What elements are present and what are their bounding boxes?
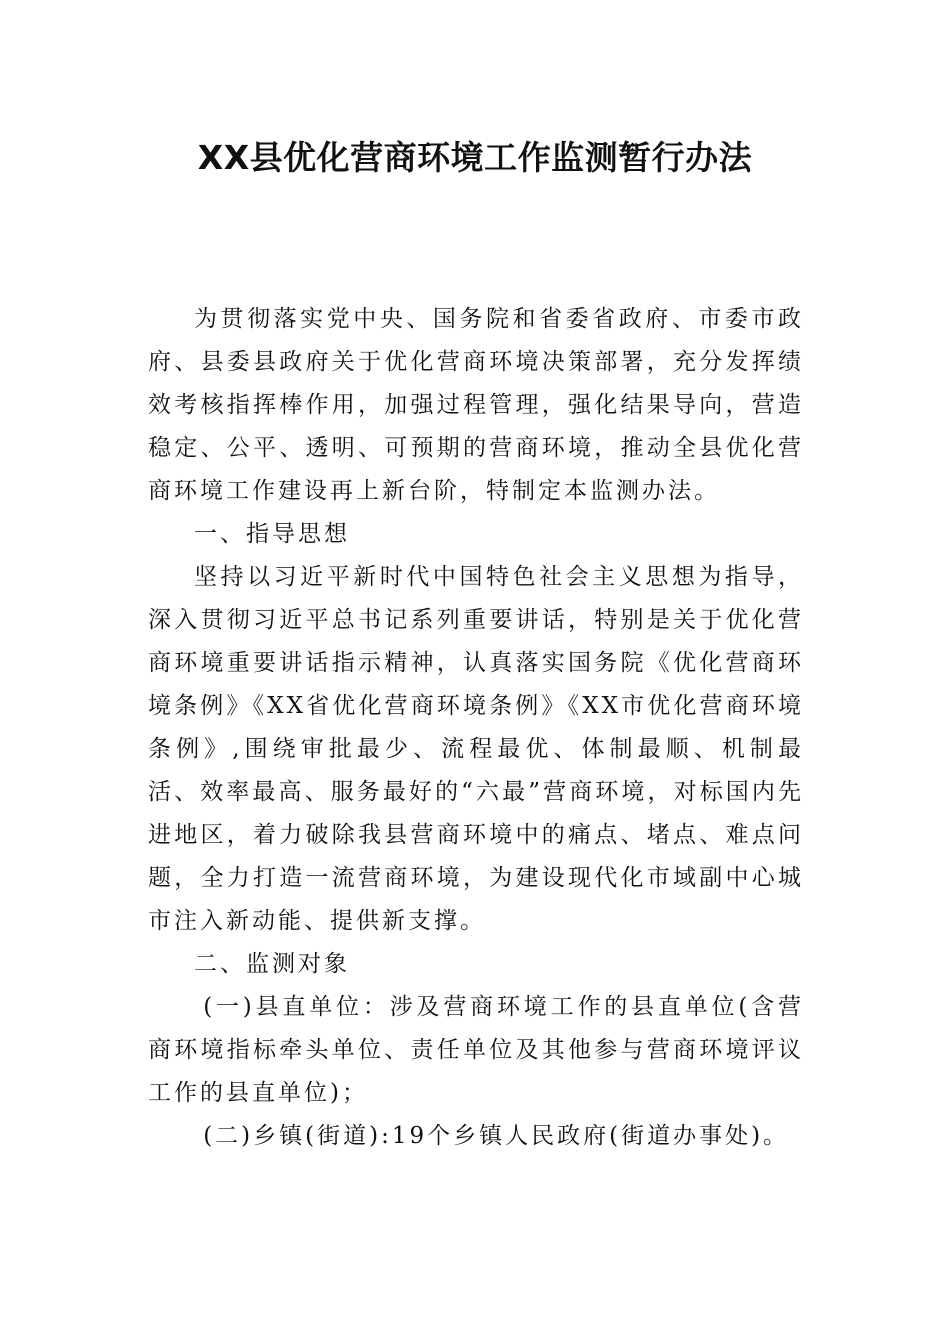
document-title: XX县优化营商环境工作监测暂行办法 [197,138,753,177]
section-heading-monitoring-targets: 二、监测对象 [194,951,350,977]
monitoring-target-item-townships: (二)乡镇(街道):19个乡镇人民政府(街道办事处)。 [203,1123,790,1149]
monitoring-target-item-county-units: (一)县直单位：涉及营商环境工作的县直单位(含营商环境指标牵头单位、责任单位及其他参与营商环境评议工作的县直单位)； [148,994,804,1106]
document-body [148,298,804,1158]
intro-paragraph: 为贯彻落实党中央、国务院和省委省政府、市委市政府、县委县政府关于优化营商环境决策部署，充分发挥绩效考核指挥棒作用，加强过程管理，强化结果导向，营造稳定、公平、透明、可预期的营商环境，推动全县优化营商环境工作建设再上新台阶，特制定本监测办法。 [148,306,804,504]
guiding-ideology-paragraph: 坚持以习近平新时代中国特色社会主义思想为指导，深入贯彻习近平总书记系列重要讲话，特别是关于优化营商环境重要讲话指示精神，认真落实国务院《优化营商环境条例》《XX省优化营商环境条例》《XX市优化营商环境条例》,围绕审批最少、流程最优、体制最顺、机制最活、效率最高、服务最好的“六最”营商环境，对标国内先进地区，着力破除我县营商环境中的痛点、堵点、难点问题，全力打造一流营商环境，为建设现代化市域副中心城市注入新动能、提供新支撑。 [148,564,804,934]
section-heading-guiding-ideology: 一、指导思想 [194,521,350,547]
